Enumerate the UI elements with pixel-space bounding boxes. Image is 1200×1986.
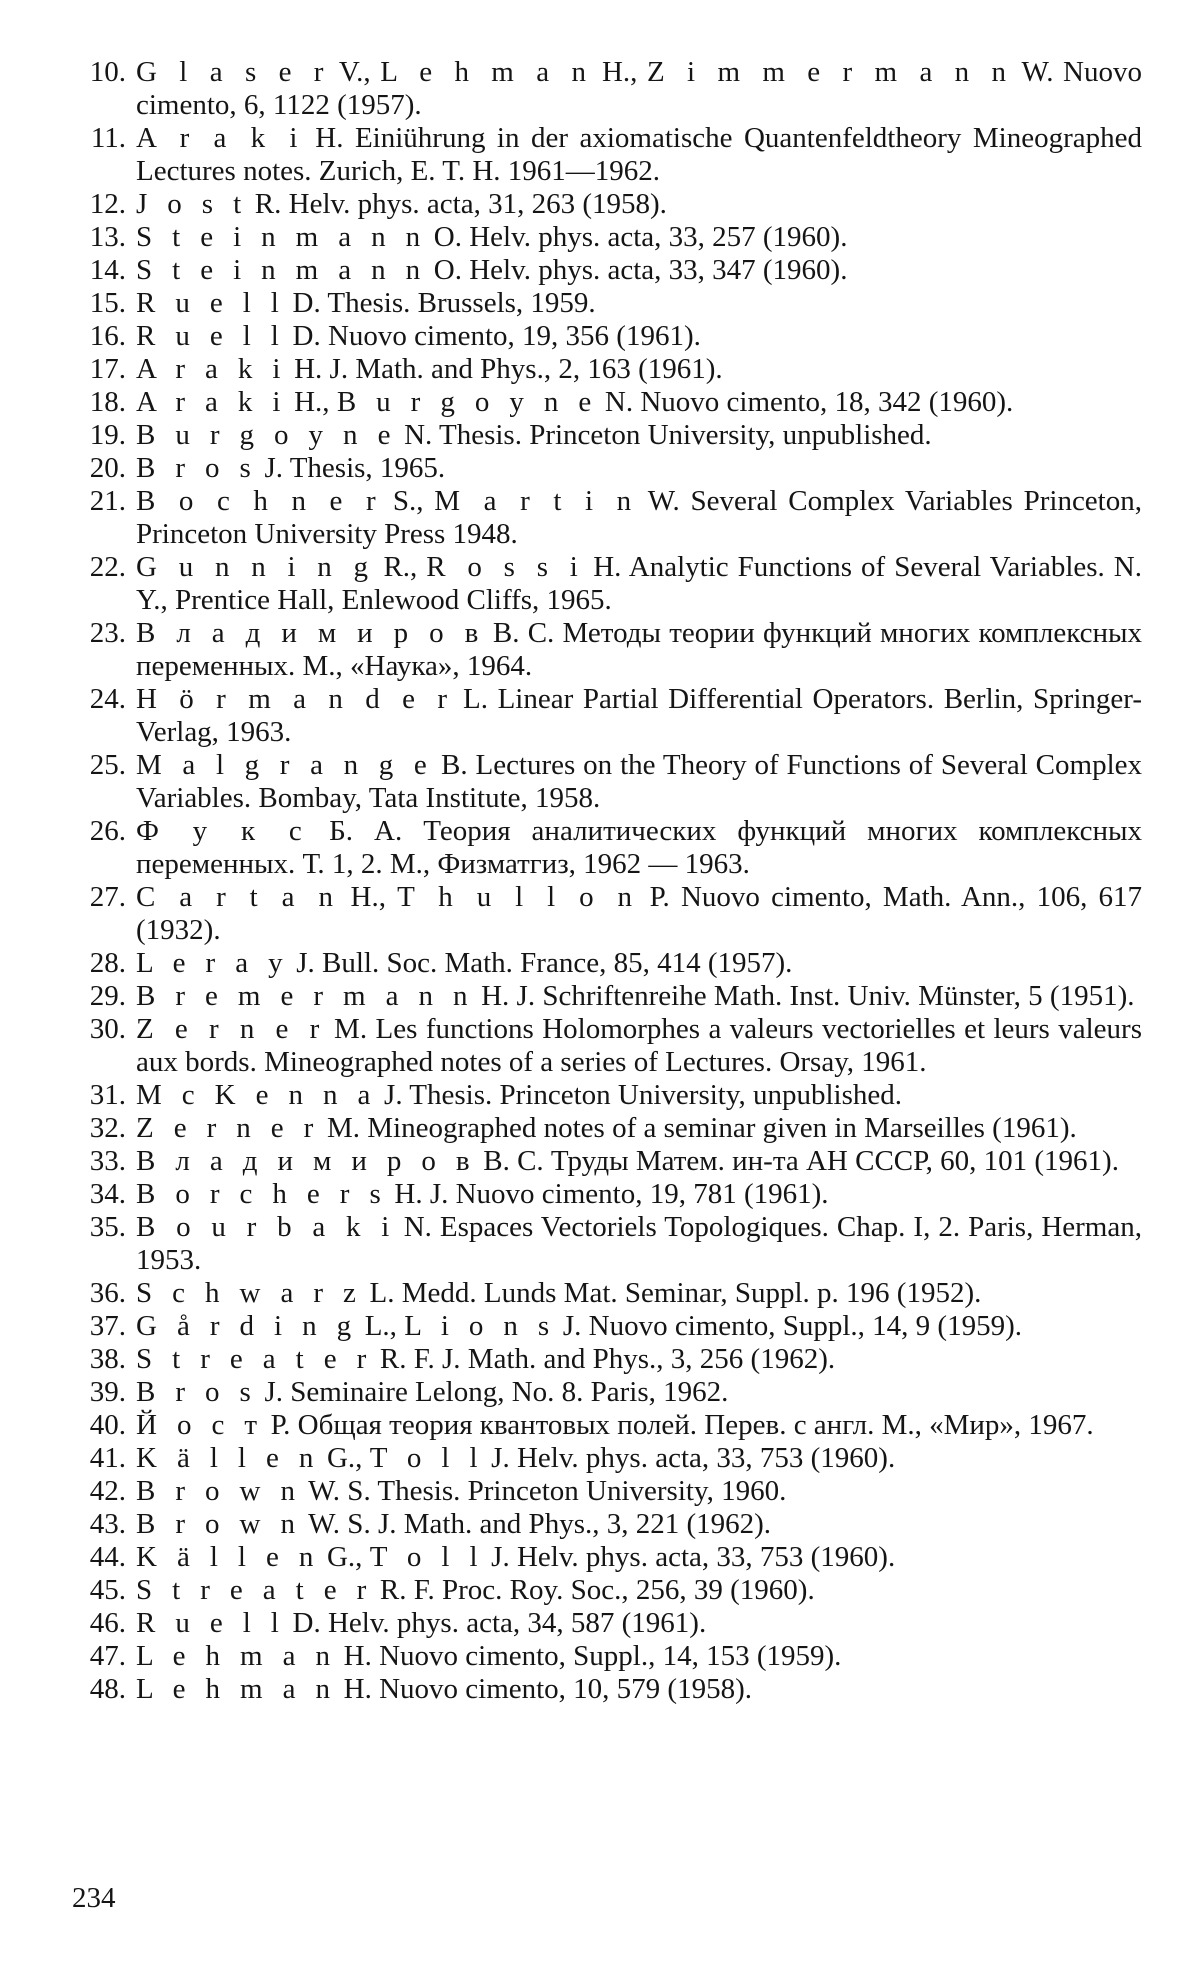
reference-text bbox=[136, 188, 1142, 221]
reference-text bbox=[136, 683, 1142, 749]
citation-text: H. J. Schriftenreihe Math. Inst. Univ. Münster, 5 (1951). bbox=[474, 980, 1135, 1012]
citation-text: H. Einiührung in der axiomatische Quantenfeldtheory Mineographed Lectures notes. Zurich, E. T. H. 1961—1962. bbox=[136, 122, 1142, 187]
reference-item bbox=[70, 452, 1142, 485]
reference-item bbox=[70, 1541, 1142, 1574]
citation-text: N. Espaces Vectoriels Topologiques. Chap. I, 2. Paris, Herman, 1953. bbox=[136, 1211, 1142, 1276]
reference-number: 41. bbox=[70, 1442, 136, 1475]
reference-number: 45. bbox=[70, 1574, 136, 1607]
reference-item bbox=[70, 1343, 1142, 1376]
author-name: L e h m a n bbox=[136, 1673, 336, 1705]
citation-text: G., bbox=[320, 1442, 370, 1474]
author-name: Z i m m e r m a n n bbox=[647, 56, 1012, 88]
author-name: B r o s bbox=[136, 1376, 257, 1408]
reference-item bbox=[70, 1079, 1142, 1112]
citation-text: J. Bull. Soc. Math. France, 85, 414 (1957). bbox=[289, 947, 792, 979]
reference-number: 10. bbox=[70, 56, 136, 89]
reference-number: 35. bbox=[70, 1211, 136, 1244]
reference-text bbox=[136, 815, 1142, 881]
citation-text: W. Nuovo cimento, 6, 1122 (1957). bbox=[136, 56, 1142, 121]
page-number: 234 bbox=[72, 1882, 116, 1915]
citation-text: N. Thesis. Princeton University, unpublished. bbox=[397, 419, 932, 451]
author-name: K ä l l e n bbox=[136, 1541, 320, 1573]
author-name: G u n n i n g bbox=[136, 551, 374, 583]
citation-text: O. Helv. phys. acta, 33, 347 (1960). bbox=[427, 254, 848, 286]
author-name: Z e r n e r bbox=[136, 1112, 320, 1144]
reference-item bbox=[70, 947, 1142, 980]
reference-text bbox=[136, 320, 1142, 353]
citation-text: S., bbox=[382, 485, 434, 517]
reference-number: 17. bbox=[70, 353, 136, 386]
citation-text: M. Mineographed notes of a seminar given in Marseilles (1961). bbox=[320, 1112, 1077, 1144]
reference-text bbox=[136, 947, 1142, 980]
author-name: G å r d i n g bbox=[136, 1310, 357, 1342]
reference-number: 16. bbox=[70, 320, 136, 353]
author-name: J o s t bbox=[136, 188, 248, 220]
author-name: K ä l l e n bbox=[136, 1442, 320, 1474]
reference-text bbox=[136, 386, 1142, 419]
reference-text bbox=[136, 122, 1142, 188]
citation-text: H. J. Nuovo cimento, 19, 781 (1961). bbox=[387, 1178, 828, 1210]
reference-text bbox=[136, 617, 1142, 683]
reference-item bbox=[70, 1178, 1142, 1211]
reference-text bbox=[136, 1178, 1142, 1211]
reference-text bbox=[136, 1277, 1142, 1310]
reference-item bbox=[70, 254, 1142, 287]
author-name: B r o w n bbox=[136, 1508, 301, 1540]
author-name: L e h m a n bbox=[380, 56, 592, 88]
reference-number: 22. bbox=[70, 551, 136, 584]
citation-text: P. Nuovo cimento, Math. Ann., 106, 617 (1932). bbox=[136, 881, 1142, 946]
reference-text bbox=[136, 353, 1142, 386]
author-name: R o s s i bbox=[426, 551, 584, 583]
reference-item bbox=[70, 1013, 1142, 1079]
reference-number: 11. bbox=[70, 122, 136, 155]
reference-text bbox=[136, 1013, 1142, 1079]
reference-text bbox=[136, 485, 1142, 551]
reference-text bbox=[136, 881, 1142, 947]
reference-text bbox=[136, 1640, 1142, 1673]
reference-number: 42. bbox=[70, 1475, 136, 1508]
reference-number: 47. bbox=[70, 1640, 136, 1673]
reference-item bbox=[70, 881, 1142, 947]
author-name: В л а д и м и р о в bbox=[136, 1145, 476, 1177]
reference-number: 15. bbox=[70, 287, 136, 320]
reference-text bbox=[136, 1343, 1142, 1376]
author-name: B u r g o y n e bbox=[337, 386, 598, 418]
citation-text: H. J. Math. and Phys., 2, 163 (1961). bbox=[287, 353, 723, 385]
citation-text: H. Nuovo cimento, 10, 579 (1958). bbox=[336, 1673, 752, 1705]
author-name: B u r g o y n e bbox=[136, 419, 397, 451]
reference-number: 36. bbox=[70, 1277, 136, 1310]
reference-text bbox=[136, 452, 1142, 485]
reference-number: 13. bbox=[70, 221, 136, 254]
reference-text bbox=[136, 1508, 1142, 1541]
reference-number: 38. bbox=[70, 1343, 136, 1376]
reference-item bbox=[70, 1508, 1142, 1541]
reference-number: 46. bbox=[70, 1607, 136, 1640]
reference-item bbox=[70, 683, 1142, 749]
reference-number: 43. bbox=[70, 1508, 136, 1541]
citation-text: V., bbox=[330, 56, 380, 88]
author-name: B o r c h e r s bbox=[136, 1178, 387, 1210]
author-name: S t e i n m a n n bbox=[136, 254, 427, 286]
reference-text bbox=[136, 1442, 1142, 1475]
citation-text: O. Helv. phys. acta, 33, 257 (1960). bbox=[427, 221, 848, 253]
author-name: Ф у к с bbox=[136, 815, 308, 847]
citation-text: L. Linear Partial Differential Operators. Berlin, Springer-Verlag, 1963. bbox=[136, 683, 1142, 748]
author-name: M a r t i n bbox=[434, 485, 637, 517]
citation-text: J. Thesis, 1965. bbox=[257, 452, 445, 484]
citation-text: B. Lectures on the Theory of Functions of Several Complex Variables. Bombay, Tata Institute, 1958. bbox=[136, 749, 1142, 814]
reference-number: 32. bbox=[70, 1112, 136, 1145]
author-name: A r a k i bbox=[136, 353, 287, 385]
reference-number: 31. bbox=[70, 1079, 136, 1112]
reference-text bbox=[136, 1574, 1142, 1607]
citation-text: В. С. Труды Матем. ин-та АН СССР, 60, 101 (1961). bbox=[476, 1145, 1119, 1177]
reference-text bbox=[136, 551, 1142, 617]
author-name: B o u r b a k i bbox=[136, 1211, 396, 1243]
author-name: Й о с т bbox=[136, 1409, 263, 1441]
citation-text: J. Helv. phys. acta, 33, 753 (1960). bbox=[484, 1442, 895, 1474]
reference-list bbox=[70, 56, 1142, 1706]
author-name: B r o s bbox=[136, 452, 257, 484]
reference-item bbox=[70, 485, 1142, 551]
reference-text bbox=[136, 1475, 1142, 1508]
author-name: B r o w n bbox=[136, 1475, 301, 1507]
reference-number: 48. bbox=[70, 1673, 136, 1706]
author-name: S t r e a t e r bbox=[136, 1343, 373, 1375]
author-name: S t e i n m a n n bbox=[136, 221, 427, 253]
author-name: Z e r n e r bbox=[136, 1013, 326, 1045]
reference-text bbox=[136, 419, 1142, 452]
reference-item bbox=[70, 1409, 1142, 1442]
citation-text: J. Nuovo cimento, Suppl., 14, 9 (1959). bbox=[556, 1310, 1022, 1342]
citation-text: M. Les functions Holomorphes a valeurs vectorielles et leurs valeurs aux bords. Mineographed notes of a series of Lectures. Orsay, 1961. bbox=[136, 1013, 1142, 1078]
reference-text bbox=[136, 254, 1142, 287]
reference-item bbox=[70, 1673, 1142, 1706]
author-name: L e r a y bbox=[136, 947, 289, 979]
reference-text bbox=[136, 221, 1142, 254]
reference-item bbox=[70, 1376, 1142, 1409]
reference-item bbox=[70, 551, 1142, 617]
reference-text bbox=[136, 1211, 1142, 1277]
citation-text: Р. Общая теория квантовых полей. Перев. с англ. М., «Мир», 1967. bbox=[263, 1409, 1093, 1441]
author-name: A r a k i bbox=[136, 386, 287, 418]
reference-item bbox=[70, 1607, 1142, 1640]
citation-text: H. Analytic Functions of Several Variables. N. Y., Prentice Hall, Enlewood Cliffs, 1965. bbox=[136, 551, 1142, 616]
reference-item bbox=[70, 56, 1142, 122]
author-name: В л а д и м и р о в bbox=[136, 617, 485, 649]
author-name: R u e l l bbox=[136, 320, 285, 352]
reference-text bbox=[136, 1607, 1142, 1640]
reference-number: 44. bbox=[70, 1541, 136, 1574]
reference-number: 26. bbox=[70, 815, 136, 848]
citation-text: R., bbox=[374, 551, 426, 583]
reference-item bbox=[70, 188, 1142, 221]
citation-text: J. Thesis. Princeton University, unpublished. bbox=[377, 1079, 902, 1111]
reference-item bbox=[70, 1475, 1142, 1508]
reference-item bbox=[70, 386, 1142, 419]
citation-text: R. F. Proc. Roy. Soc., 256, 39 (1960). bbox=[373, 1574, 815, 1606]
reference-text bbox=[136, 1673, 1142, 1706]
citation-text: H., bbox=[592, 56, 647, 88]
citation-text: W. S. J. Math. and Phys., 3, 221 (1962). bbox=[301, 1508, 771, 1540]
author-name: M c K e n n a bbox=[136, 1079, 377, 1111]
reference-item bbox=[70, 1574, 1142, 1607]
reference-text bbox=[136, 287, 1142, 320]
citation-text: H., bbox=[287, 386, 337, 418]
reference-number: 25. bbox=[70, 749, 136, 782]
author-name: C a r t a n bbox=[136, 881, 339, 913]
citation-text: W. Several Complex Variables Princeton, Princeton University Press 1948. bbox=[136, 485, 1142, 550]
reference-item bbox=[70, 1310, 1142, 1343]
reference-item bbox=[70, 122, 1142, 188]
reference-item bbox=[70, 419, 1142, 452]
citation-text: D. Helv. phys. acta, 34, 587 (1961). bbox=[285, 1607, 706, 1639]
author-name: H ö r m a n d e r bbox=[136, 683, 453, 715]
reference-number: 39. bbox=[70, 1376, 136, 1409]
author-name: R u e l l bbox=[136, 1607, 285, 1639]
reference-number: 18. bbox=[70, 386, 136, 419]
reference-text bbox=[136, 1409, 1142, 1442]
citation-text: W. S. Thesis. Princeton University, 1960. bbox=[301, 1475, 786, 1507]
reference-text bbox=[136, 1310, 1142, 1343]
citation-text: N. Nuovo cimento, 18, 342 (1960). bbox=[598, 386, 1014, 418]
citation-text: H. Nuovo cimento, Suppl., 14, 153 (1959). bbox=[336, 1640, 841, 1672]
reference-number: 34. bbox=[70, 1178, 136, 1211]
citation-text: G., bbox=[320, 1541, 370, 1573]
citation-text: J. Helv. phys. acta, 33, 753 (1960). bbox=[484, 1541, 895, 1573]
reference-item bbox=[70, 221, 1142, 254]
reference-item bbox=[70, 1145, 1142, 1178]
author-name: T o l l bbox=[370, 1541, 484, 1573]
citation-text: L. Medd. Lunds Mat. Seminar, Suppl. p. 196 (1952). bbox=[362, 1277, 981, 1309]
reference-number: 30. bbox=[70, 1013, 136, 1046]
reference-item bbox=[70, 617, 1142, 683]
citation-text: J. Seminaire Lelong, No. 8. Paris, 1962. bbox=[257, 1376, 728, 1408]
reference-number: 23. bbox=[70, 617, 136, 650]
reference-number: 37. bbox=[70, 1310, 136, 1343]
reference-text bbox=[136, 1112, 1142, 1145]
reference-text bbox=[136, 1145, 1142, 1178]
reference-item bbox=[70, 815, 1142, 881]
reference-number: 33. bbox=[70, 1145, 136, 1178]
citation-text: В. С. Методы теории функций многих комплексных переменных. М., «Наука», 1964. bbox=[136, 617, 1142, 682]
author-name: G l a s e r bbox=[136, 56, 330, 88]
author-name: R u e l l bbox=[136, 287, 285, 319]
reference-number: 28. bbox=[70, 947, 136, 980]
author-name: A r a k i bbox=[136, 122, 304, 154]
reference-item bbox=[70, 287, 1142, 320]
citation-text: Б. А. Теория аналитических функций многих комплексных переменных. Т. 1, 2. М., Физматгиз, 1962 — 1963. bbox=[136, 815, 1142, 880]
reference-number: 40. bbox=[70, 1409, 136, 1442]
reference-item bbox=[70, 1211, 1142, 1277]
reference-number: 14. bbox=[70, 254, 136, 287]
reference-item bbox=[70, 353, 1142, 386]
author-name: S t r e a t e r bbox=[136, 1574, 373, 1606]
reference-number: 19. bbox=[70, 419, 136, 452]
citation-text: R. Helv. phys. acta, 31, 263 (1958). bbox=[248, 188, 667, 220]
reference-number: 12. bbox=[70, 188, 136, 221]
reference-item bbox=[70, 1112, 1142, 1145]
citation-text: R. F. J. Math. and Phys., 3, 256 (1962). bbox=[373, 1343, 836, 1375]
reference-item bbox=[70, 1277, 1142, 1310]
author-name: M a l g r a n g e bbox=[136, 749, 433, 781]
reference-number: 27. bbox=[70, 881, 136, 914]
reference-text bbox=[136, 1079, 1142, 1112]
author-name: B r e m e r m a n n bbox=[136, 980, 474, 1012]
reference-number: 29. bbox=[70, 980, 136, 1013]
reference-text bbox=[136, 749, 1142, 815]
author-name: L e h m a n bbox=[136, 1640, 336, 1672]
author-name: T h u l l o n bbox=[397, 881, 638, 913]
reference-item bbox=[70, 1442, 1142, 1475]
reference-text bbox=[136, 1541, 1142, 1574]
reference-text bbox=[136, 56, 1142, 122]
author-name: S c h w a r z bbox=[136, 1277, 362, 1309]
citation-text: D. Thesis. Brussels, 1959. bbox=[285, 287, 595, 319]
citation-text: D. Nuovo cimento, 19, 356 (1961). bbox=[285, 320, 701, 352]
reference-item bbox=[70, 749, 1142, 815]
reference-number: 20. bbox=[70, 452, 136, 485]
author-name: T o l l bbox=[370, 1442, 484, 1474]
reference-item bbox=[70, 1640, 1142, 1673]
author-name: L i o n s bbox=[404, 1310, 555, 1342]
reference-number: 24. bbox=[70, 683, 136, 716]
reference-text bbox=[136, 1376, 1142, 1409]
citation-text: L., bbox=[357, 1310, 404, 1342]
reference-item bbox=[70, 320, 1142, 353]
reference-number: 21. bbox=[70, 485, 136, 518]
reference-text bbox=[136, 980, 1142, 1013]
reference-item bbox=[70, 980, 1142, 1013]
citation-text: H., bbox=[339, 881, 397, 913]
author-name: B o c h n e r bbox=[136, 485, 382, 517]
